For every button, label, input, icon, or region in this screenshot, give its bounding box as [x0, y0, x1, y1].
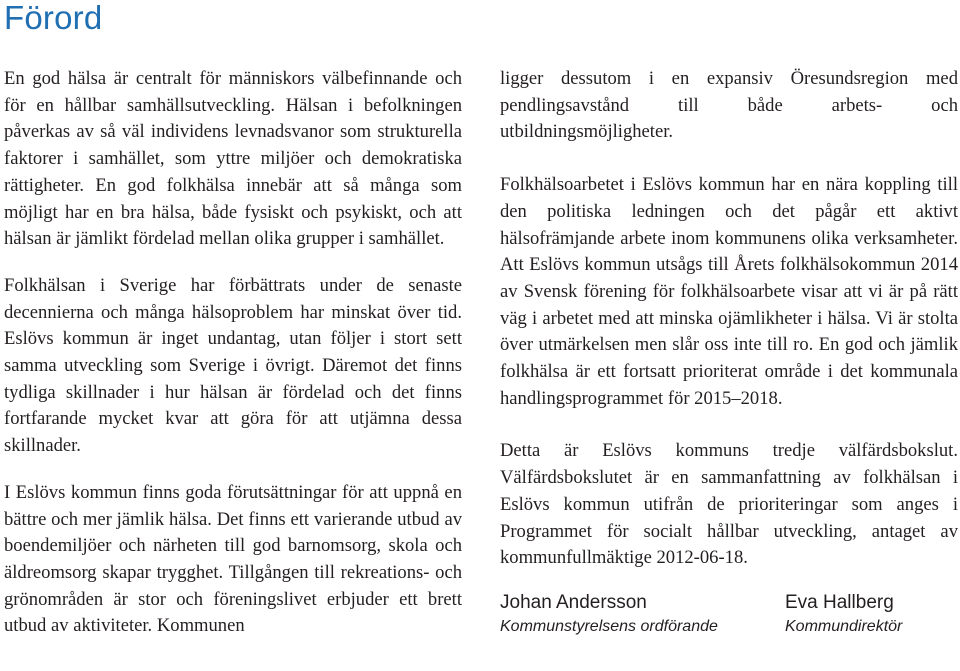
page-title: Förord [4, 0, 103, 36]
paragraph-continuation: ligger dessutom i en expansiv Öresundsregion med pendlingsavstånd till både arbets- och utbildningsmöjligheter. [500, 68, 958, 143]
signature-block [785, 591, 902, 639]
signatory-name: Johan Andersson [500, 592, 647, 613]
right-column [500, 66, 958, 572]
paragraph-conditions-eslov: I Eslövs kommun finns goda förutsättningar för att uppnå en bättre och mer jämlik hälsa. Det finns ett varierande utbud av boendemiljöer och närheten till god barnomsorg, skola och äldreomsorg skapar trygghet. Tillgången till rekreations- och grönområden är stor och föreningslivet erbjuder ett brett utbud av aktiviteter. Kommunen [4, 481, 462, 637]
paragraph-public-health-work: Folkhälsoarbetet i Eslövs kommun har en nära koppling till den politiska ledningen och det pågår ett aktivt hälsofrämjande arbete inom kommunens olika verksamheter. Att Eslövs kommun utsågs till Årets folkhälsokommun 2014 av Svensk förening för folkhälsoarbete visar att vi är på rätt väg i arbetet med att minska ojämlikheter i hälsa. Vi är stolta över utmärkelsen men slår oss inte till ro. En god och jämlik folkhälsa är ett fortsatt prioriterat område i det kommunala handlingsprogrammet för 2015–2018. [500, 174, 958, 409]
signatory-role: Kommunstyrelsens ordförande [500, 618, 718, 635]
signatory-role: Kommundirektör [785, 618, 903, 635]
signature-block [500, 591, 718, 639]
left-column [4, 66, 462, 640]
paragraph-public-health-sweden: Folkhälsan i Sverige har förbättrats under de senaste decennierna och många hälsoproblem har minskat över tid. Eslövs kommun är inget undantag, utan följer i stort sett samma utveckling som Sverige i övrigt. Däremot det finns tydliga skillnader i hur hälsan är fördelad och det finns fortfarande mycket kvar att göra för att utjämna dessa skillnader. [4, 274, 462, 457]
paragraph-welfare-report: Detta är Eslövs kommuns tredje välfärdsbokslut. Välfärdsbokslutet är en sammanfattning av folkhälsan i Eslövs kommun utifrån de prioriteringar som anges i Programmet för socialt hållbar utveckling, antaget av kommunfullmäktige 2012-06-18. [500, 440, 958, 569]
signatory-name: Eva Hallberg [785, 592, 894, 613]
paragraph-intro: En god hälsa är centralt för människors välbefinnande och för en hållbar samhällsutveckling. Hälsan i befolkningen påverkas av så väl individens levnadsvanor som strukturella faktorer i samhället, som yttre miljöer och demokratiska rättigheter. En god folkhälsa innebär att så många som möjligt har en bra hälsa, både fysiskt och psykiskt, och att hälsan är jämlikt fördelad mellan olika grupper i samhället. [4, 68, 462, 250]
